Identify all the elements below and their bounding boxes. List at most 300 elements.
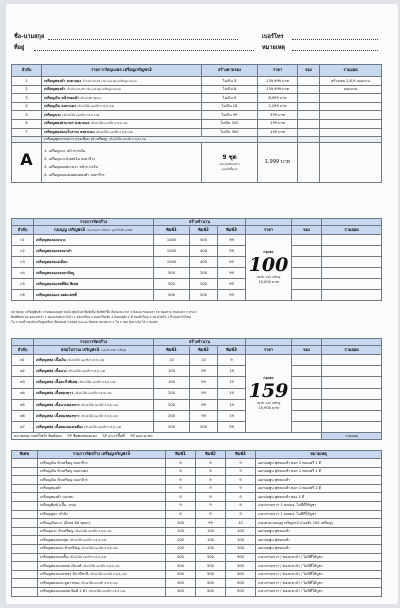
row-no: 3: [12, 94, 42, 103]
item-name: เหรียญทองฝาบาตร ลงยาแดง: [44, 121, 90, 126]
col-price: ราคา: [258, 65, 298, 77]
row-total-cell[interactable]: [322, 235, 382, 246]
row-p1: 9: [166, 484, 196, 493]
bundle-price-cell: [246, 355, 292, 433]
row-p2: 99: [190, 377, 218, 388]
row-qty: ไม่เกิน 3: [202, 77, 258, 86]
row-p3: 9: [218, 355, 246, 366]
row-book-cell[interactable]: [292, 355, 322, 366]
price-total: 10,000 บาท: [258, 280, 279, 284]
row-no: ก4: [12, 268, 34, 279]
row-book-cell[interactable]: [292, 388, 322, 399]
row-no: พ6: [12, 410, 34, 421]
row-p2: 500: [196, 579, 226, 588]
row-p1: 9: [166, 493, 196, 502]
col-p2: พิมพ์2: [196, 451, 226, 459]
item-note: (มีเลขโค๊ด ตอกที่จาร 6,6,เลข): [77, 104, 115, 109]
item-note: (มีเลขโค๊ด ตอกที่จาร 6,6,เลข): [78, 380, 116, 385]
row-p1: 100: [166, 527, 196, 536]
item-note: (มีเลขโค๊ด ตอกที่จาร 6,6,เลข): [84, 424, 122, 429]
item-name: เหรียญหล่อ เนื้อทองแดงเหลือง: [36, 424, 83, 429]
item-name: เหรียญเงิน หน้าทองคำ: [44, 95, 79, 100]
price-big: 100: [248, 254, 289, 276]
row-note: แจกกรรมการ 1 ลงบบจ. ไม่มีที่ให้บูชา: [256, 501, 382, 510]
row-item: [42, 111, 202, 120]
row-book-cell[interactable]: [292, 366, 322, 377]
set-book-cell[interactable]: [298, 143, 320, 183]
col-p3: พิมพ์3: [218, 346, 246, 355]
row-item: [38, 587, 166, 596]
item-name: เหรียญทองแดงลงยาดำ: [36, 248, 72, 253]
row-p3: 99: [218, 279, 246, 290]
item-note: (มีเลขโค๊ด ตอกที่จาร 6,6,เลข): [74, 391, 112, 396]
row-item: [34, 410, 154, 421]
row-p2: 200: [190, 268, 218, 279]
row-note: ออกบ่อพูน พุทธจงสำ ตอก 1 ทองเพรี 1 ดี: [256, 459, 382, 468]
col-item: รายการวัตถุมงคล เหรียญเจริญพร3: [42, 65, 202, 77]
col-total: รวมยอด: [320, 65, 382, 77]
item-name: เหรียญนวะ: [44, 112, 62, 117]
col-total: รวมยอด: [322, 346, 382, 355]
row-item: [38, 544, 166, 553]
item-name: เหรียญทองแดง ดูดาวทอง: [40, 580, 80, 585]
row-p2: 9: [196, 484, 226, 493]
row-item: [34, 246, 154, 257]
row-price: 139,999 บาท: [258, 77, 298, 86]
row-no: 4: [12, 102, 42, 111]
row-p3: 9: [226, 493, 256, 502]
row-book-cell[interactable]: [292, 422, 322, 433]
row-book-cell[interactable]: [298, 128, 320, 137]
row-total-cell[interactable]: [320, 119, 382, 128]
row-total-cell[interactable]: [322, 377, 382, 388]
row-p2: 400: [190, 235, 218, 246]
row-total-cell[interactable]: [320, 128, 382, 137]
row-item: [38, 484, 166, 493]
row-p1: 9: [166, 510, 196, 519]
price-big: 159: [248, 380, 289, 403]
row-p3: 9: [226, 476, 256, 485]
row-note: ออกบ่อพูน พุทธจงสำ ทอง 1 ดี: [256, 493, 382, 502]
row-item: [38, 553, 166, 562]
row-book-cell[interactable]: [292, 257, 322, 268]
set-total-cell[interactable]: [320, 143, 382, 183]
group-header-row: [12, 219, 382, 226]
row-total-cell[interactable]: ถอนบาน: [320, 85, 382, 94]
row-special: [12, 536, 38, 545]
row-p1: 500: [166, 579, 196, 588]
row-p3: 99: [218, 257, 246, 268]
row-p2: 100: [196, 527, 226, 536]
row-total-cell[interactable]: [322, 388, 382, 399]
item-name: เหรียญหล่อ เนื้อเงิน: [36, 357, 66, 362]
name-field[interactable]: [48, 39, 238, 40]
row-p1: 200: [154, 399, 190, 410]
row-p3: 99: [218, 235, 246, 246]
col-p2: พิมพ์2: [190, 346, 218, 355]
row-p2: 500: [196, 553, 226, 562]
row-p2: 200: [190, 422, 218, 433]
row-book-cell[interactable]: [292, 268, 322, 279]
col-special: พิเศษ: [12, 451, 38, 459]
item-name: เหรียญเงิน หัวเหรียญ ลงยาจีวร: [40, 477, 88, 482]
row-item: [34, 388, 154, 399]
col-p3: พิมพ์3: [226, 451, 256, 459]
row-item: [34, 279, 154, 290]
row-p1: 9: [166, 501, 196, 510]
row-p2: 10: [190, 355, 218, 366]
row-special: [12, 501, 38, 510]
table-row: [12, 527, 382, 536]
table-header-row: [12, 451, 382, 459]
row-qty: ไม่เกิน 18: [202, 102, 258, 111]
item-name: เหรียญทองแดงโบราณ ลงยาแดง: [44, 130, 95, 135]
table-row: [12, 422, 382, 433]
item-note: (มีเลขโค๊ด ตอกที่จาร 6,6,เลข): [95, 130, 134, 135]
col-qty: สร้างตามจอง: [202, 65, 258, 77]
row-item: [38, 579, 166, 588]
row-note: ออกบ่อพูน พุทธจงสำ ตอก 1 ทองเพรี 1 ดี: [256, 467, 382, 476]
item-name: เหรียญเงิน หัวเหรียญ ลงยาจีวร: [40, 460, 88, 465]
row-total-cell[interactable]: [322, 366, 382, 377]
table-row: [12, 484, 382, 493]
item-name: เหรียญเงิน หัวเหรียญ ลงยาแดง: [40, 469, 88, 474]
row-total-cell[interactable]: [320, 111, 382, 120]
table-row: [12, 510, 382, 519]
row-special: [12, 570, 38, 579]
item-note: (มีเลขโค๊ด ตอกที่จาร 6,6,เลข): [80, 413, 118, 418]
col-p2: พิมพ์2: [190, 226, 218, 235]
set-item: 2. เหรียญนวะปรอทเงิน ลงยาจีวร: [44, 156, 96, 161]
item-name: เหรียญพิมพ์ (เนื้อ, ยาม): [40, 503, 77, 508]
row-total-cell[interactable]: [322, 422, 382, 433]
row-p1: 1500: [154, 246, 190, 257]
row-total-cell[interactable]: [320, 102, 382, 111]
phone-label: เบอร์โทร: [262, 34, 284, 40]
row-total-cell[interactable]: [322, 279, 382, 290]
row-no: 1: [12, 77, 42, 86]
phone-field[interactable]: [292, 39, 378, 40]
row-item: [42, 85, 202, 94]
group-sub: สร้างจำนวน: [154, 339, 246, 346]
row-p2: 99: [190, 366, 218, 377]
table-header-row: [12, 346, 382, 355]
row-p1: 500: [154, 279, 190, 290]
row-p1: 500: [154, 268, 190, 279]
item-name: เหรียญบูชา เจ้าลิง: [40, 512, 68, 517]
item-note: (มีเลขโค๊ด ตอกที่จาร 6,6,เลข): [74, 529, 112, 534]
set-qty-note: ตอกนุ้นที่สองข้าง: [219, 161, 240, 166]
row-p2: 9: [196, 493, 226, 502]
item-note: (มีเลขโค๊ด ตอกที่จาร 6,6,เลข): [69, 555, 107, 560]
row-book-cell[interactable]: [298, 77, 320, 86]
row-p2: 200: [190, 279, 218, 290]
item-name: เหรียญทองแดงสิ้น: [40, 555, 69, 560]
table-row: [12, 410, 382, 421]
table-row: [12, 399, 382, 410]
row-total-cell[interactable]: [322, 246, 382, 257]
row-p3: 500: [226, 587, 256, 596]
table-row: [12, 77, 382, 86]
row-special: [12, 459, 38, 468]
item-name: เหรียญทองแดง ผสมเเลขที่: [36, 292, 77, 297]
price-sub: กองลิ่ะ 100 เหรียญ: [256, 401, 281, 406]
row-total-cell[interactable]: [322, 399, 382, 410]
row-item: [34, 235, 154, 246]
row-p1: 500: [154, 290, 190, 301]
row-p3: 99: [218, 268, 246, 279]
row-p3: 10: [226, 519, 256, 528]
row-book-cell[interactable]: [298, 119, 320, 128]
row-p2: 9: [196, 510, 226, 519]
item-name: เหรียญทองแดงผสม พิมพ์ 2 ตัว: [40, 589, 88, 594]
row-p2: 100: [196, 544, 226, 553]
price-label: กองละ: [263, 376, 274, 381]
table-row: [12, 570, 382, 579]
row-item: [38, 536, 166, 545]
item-name: เหรียญทองแดงเดือน: [36, 259, 68, 264]
row-item: [34, 377, 154, 388]
table-row: [12, 476, 382, 485]
row-note: แจกกรรมการ / ของแจกจำ / ไม่มีที่ให้บูชา: [256, 553, 382, 562]
row-item: [38, 493, 166, 502]
footer-note: SP ชีคทองทองแดง: [67, 434, 97, 439]
col-item: รายการจัดสร้าง เหรียญเจริญพร3: [38, 451, 166, 459]
subtitle: (กองลิ่ะ 100 เหรียญ): [100, 347, 127, 352]
row-p1: 500: [166, 553, 196, 562]
row-item: [38, 459, 166, 468]
bundle-price-cell: [246, 235, 292, 301]
row-item: [34, 366, 154, 377]
row-book-cell[interactable]: [298, 94, 320, 103]
item-name: เหรียญทองคำ ลงยาแดง: [44, 78, 82, 83]
item-note: น้ำหนัก 23-25 กรัม ลงยาดูแลหรียญตามแบบ: [66, 87, 121, 92]
row-total-cell[interactable]: [322, 355, 382, 366]
row-item: [42, 128, 202, 137]
row-qty: ไม่เกิน 8: [202, 85, 258, 94]
item-name: เหรียญหล่อ เนื้อทองขาว: [36, 391, 74, 396]
col-no: ลำดับ: [12, 346, 34, 355]
row-item: [34, 422, 154, 433]
row-p2: 9: [196, 467, 226, 476]
table-row: [12, 579, 382, 588]
row-note: แจกกรรมการ / ของแจกจำ / ไม่มีที่ให้บูชา: [256, 562, 382, 571]
table-row: [12, 111, 382, 120]
item-name: เหรียญหล่อ เนื้อทองทองขาว: [36, 413, 80, 418]
item-name: เหรียญนวะ หัวเหรียญ: [40, 529, 74, 534]
table-row: [12, 467, 382, 476]
item-note: (มีเลขโค๊ด ตอกที่จาร 6,6,เลข): [82, 563, 120, 568]
table-row: [12, 366, 382, 377]
row-book-cell[interactable]: [292, 399, 322, 410]
row-no: พ3: [12, 377, 34, 388]
row-no: พ1: [12, 355, 34, 366]
row-note: ออกบ่อพูน พุทธจงสำ ตอก 1 ทองเพรี 2 ดี: [256, 484, 382, 493]
row-p1: 100: [154, 377, 190, 388]
row-p1: 9: [166, 467, 196, 476]
col-no: ลำดับ: [12, 65, 42, 77]
remark-field[interactable]: [292, 50, 378, 51]
row-p2: 99: [196, 519, 226, 528]
col-book: จอง: [298, 65, 320, 77]
row-p3: 19: [218, 377, 246, 388]
row-no: 7: [12, 128, 42, 137]
row-p3: 99: [218, 422, 246, 433]
row-no: ก1: [12, 235, 34, 246]
row-no: 2: [12, 85, 42, 94]
item-name: เหรียญทองคำ แมงสบ: [40, 494, 74, 499]
table-header-row: [12, 226, 382, 235]
col-p1: พิมพ์1: [154, 226, 190, 235]
row-p2: 9: [196, 476, 226, 485]
row-item: [42, 102, 202, 111]
row-total-cell[interactable]: [322, 268, 382, 279]
col-note: หมายเหตุ: [256, 451, 382, 459]
row-book-cell[interactable]: [292, 377, 322, 388]
row-special: [12, 579, 38, 588]
row-special: [12, 484, 38, 493]
table-row: [12, 290, 382, 301]
row-special: [12, 587, 38, 596]
row-qty: ไม่เกิน 99: [202, 111, 258, 120]
item-note: (มีเลขโค๊ด ตอกที่จาร 6,6,เลข): [80, 402, 119, 407]
note-line: หมายเหตุ: เหรียญพิมพ์1 กรมทองแดงทุก ทนไม่ พุทธไมล์ พิมพ์หนึ่ง พิมพ์ช่าปี๊บ ทั้งกองละเวลา 3 ดิ่งแดง ชนงเมลา 15 ทองทาง, ชนงเมลา 3 ทางเว: [11, 310, 197, 314]
item-name: เหรียญทองแดงพลีคิด พิเศษ: [36, 281, 79, 286]
set-item: 3. เหรียญทองพระนวะ หน้ากากเงิน: [44, 164, 98, 169]
row-book-cell[interactable]: [292, 235, 322, 246]
col-p3: พิมพ์3: [218, 226, 246, 235]
col-p1: พิมพ์1: [154, 346, 190, 355]
row-no: พ4: [12, 388, 34, 399]
row-p1: 500: [154, 422, 190, 433]
item-name: เหรียญทองแดงชุด: [40, 537, 69, 542]
row-p2: 9: [196, 501, 226, 510]
row-special: [12, 476, 38, 485]
row-book-cell[interactable]: [298, 102, 320, 111]
row-special: [12, 562, 38, 571]
row-no: พ7: [12, 422, 34, 433]
table-row: [12, 388, 382, 399]
row-p2: 100: [196, 536, 226, 545]
row-item: [38, 527, 166, 536]
row-item: [34, 257, 154, 268]
item-note: (มีเลขโค๊ด ตอกที่จาร 6,6,เลข): [90, 121, 128, 126]
row-item: [38, 562, 166, 571]
row-p1: 100: [166, 544, 196, 553]
row-p2: 500: [196, 587, 226, 596]
row-special: [12, 510, 38, 519]
row-no: 5: [12, 111, 42, 120]
row-qty: ไม่เกิน 200: [202, 119, 258, 128]
row-item: [38, 519, 166, 528]
table-row: [12, 536, 382, 545]
table-row: [12, 246, 382, 257]
cast-coin-table: [11, 338, 382, 440]
row-p3: 9: [226, 501, 256, 510]
col-p1: พิมพ์1: [166, 451, 196, 459]
name-label: ชื่อ-นามสกุล: [14, 34, 45, 40]
table-row: [12, 519, 382, 528]
row-book-cell[interactable]: [292, 290, 322, 301]
address-field[interactable]: [34, 50, 254, 51]
row-book-cell[interactable]: [298, 111, 320, 120]
row-p1: 1500: [154, 257, 190, 268]
row-note: ออกบ่อพูน พุทธจงสำ: [256, 527, 382, 536]
row-total-cell[interactable]: สร้างเลข 1,8,9 ถอนบาน: [320, 77, 382, 86]
row-item: [42, 119, 202, 128]
table-row: [12, 235, 382, 246]
col-price: ราคา: [246, 346, 292, 355]
bundle-table: [11, 218, 382, 301]
address-label: ที่อยู่: [14, 45, 25, 51]
item-name: เหรียญหล่อ เนื้อนวะ: [36, 368, 67, 373]
row-price: 139,999 บาท: [258, 85, 298, 94]
row-p2: 400: [190, 246, 218, 257]
note-line: พิมพ์พิเศษ SP ออกแจกจำ 1 ทองเกรยดังระกันไว 1 ทองเกรียน,3 ทองกริวิตซัน 3 ทองทอทิก 1 ตี ทองทิกใหญ่ 5 ทอ หุวิตให 1 ที่ ทองเกริกใหญ่: [11, 315, 191, 319]
row-item: [34, 290, 154, 301]
row-book-cell[interactable]: [292, 246, 322, 257]
row-p3: 9: [226, 467, 256, 476]
row-p3: 19: [218, 399, 246, 410]
row-price: 199 บาท: [258, 128, 298, 137]
row-qty: ไม่เกิน 9: [202, 94, 258, 103]
table-row: [12, 94, 382, 103]
row-p1: 500: [166, 562, 196, 571]
group-header-row: [12, 339, 382, 346]
row-price: 2,299 บาท: [258, 102, 298, 111]
item-name: เหรียญหล่อ เนื้อตะกั่วพิเศษ: [36, 380, 78, 385]
item-name: เหรียญทองแดงนวะ: [36, 237, 66, 242]
row-special: [12, 493, 38, 502]
row-p2: 99: [190, 399, 218, 410]
row-item: [42, 77, 202, 86]
row-total-cell[interactable]: [322, 410, 382, 421]
row-total-cell[interactable]: [322, 257, 382, 268]
row-book-cell[interactable]: [292, 410, 322, 421]
row-total-cell[interactable]: [322, 290, 382, 301]
row-total-cell[interactable]: [320, 94, 382, 103]
item-note: (มีเลขโค๊ด ตอกที่จาร 6,6,เลข): [69, 537, 107, 542]
row-p3: 100: [226, 536, 256, 545]
row-item: [38, 467, 166, 476]
note-line: ใน 1 กองมี ทองคำเหรียญเหลือบ เนื้อทองคำ เลขต่อ Secret ทั้งหมด หนวยบาง 1 ใน 1 ทอง ลุ้นรางวัล ได้ 1 ทองคำ: [11, 320, 159, 324]
row-book-cell[interactable]: [292, 279, 322, 290]
row-p1: 9: [166, 459, 196, 468]
row-p2: 99: [190, 410, 218, 421]
col-price: ราคา: [246, 226, 292, 235]
row-p3: 100: [226, 544, 256, 553]
row-p3: 500: [226, 579, 256, 588]
row-p3: 9: [226, 484, 256, 493]
row-note: แจกกรรมการ / ของแจกจำ / ไม่มีที่ให้บูชา: [256, 587, 382, 596]
col-item: กองบุญ เจริญพร3 (ขนาดบูชา หรือพระ บูชาจีนกั้น ยกลิด): [34, 226, 154, 235]
table-row: [12, 355, 382, 366]
set-item: 1. เหรียญนวะ หน้ากากเงิน: [44, 148, 86, 153]
footer-total-label: รวมยอด: [322, 433, 382, 440]
row-no: ก5: [12, 279, 34, 290]
row-no: พ2: [12, 366, 34, 377]
table-row: [12, 459, 382, 468]
row-p1: 200: [154, 388, 190, 399]
item-name: เหรียญเงินนวะ (มีเลข 80 ชุดละ): [40, 520, 91, 525]
table-row: [12, 493, 382, 502]
row-book-cell[interactable]: [298, 85, 320, 94]
table-row: [12, 553, 382, 562]
row-special: [12, 553, 38, 562]
col-book: จอง: [292, 346, 322, 355]
row-note: แจกกรรมการ / ของแจกจำ / ไม่มีที่ให้บูชา: [256, 579, 382, 588]
set-title: เหรียญชุดกรรมการ ห่วงเชื่อม (4 เหรียญ): [44, 137, 108, 142]
